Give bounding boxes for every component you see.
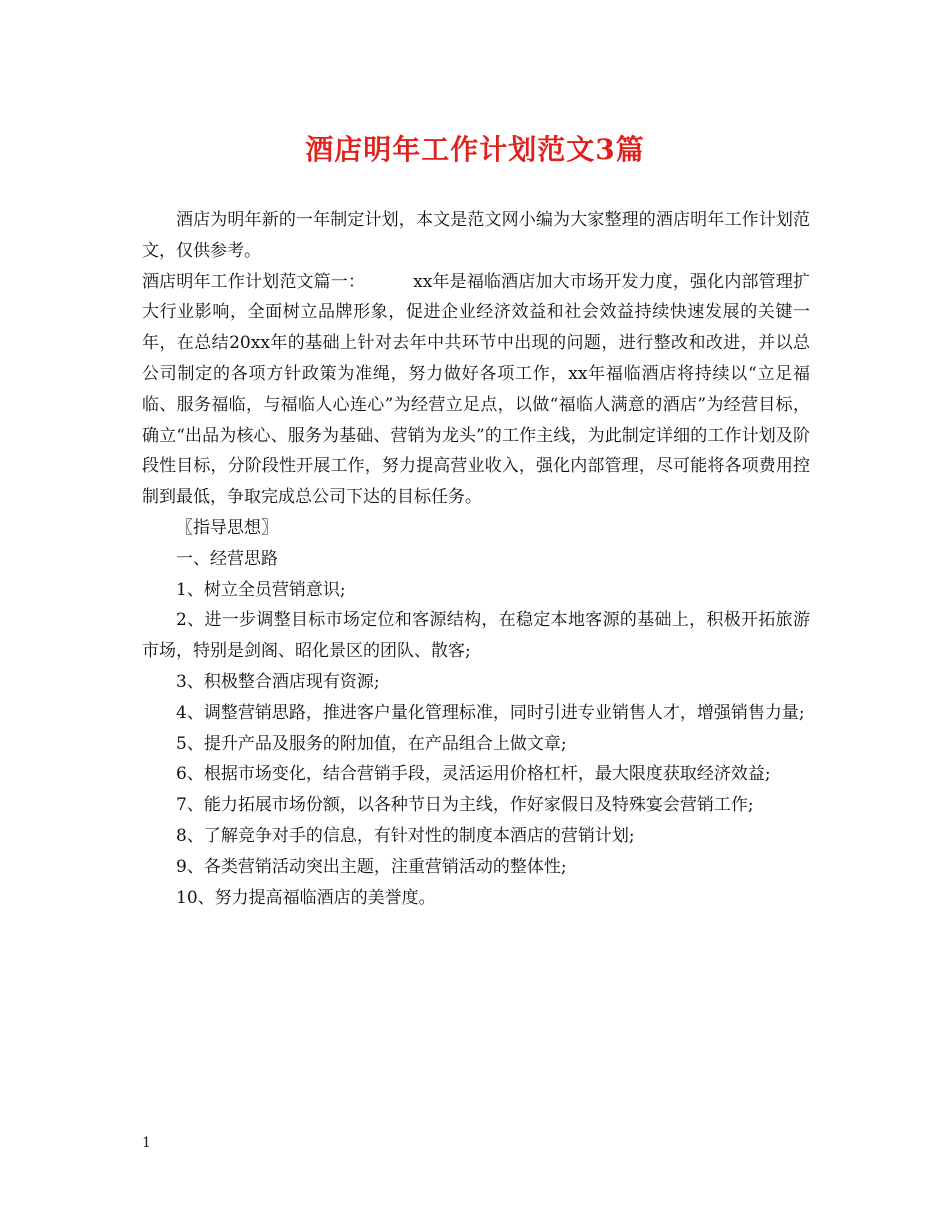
list-item: 10、努力提高福临酒店的美誉度。 [176, 887, 436, 908]
list-item: 7、能力拓展市场份额，以各种节日为主线，作好家假日及特殊宴会营销工作; [176, 795, 754, 816]
page-number: 1 [142, 1135, 151, 1151]
list-item: 8、了解竞争对手的信息，有针对性的制度本酒店的营销计划; [176, 825, 635, 846]
section-label: 酒店明年工作计划范文篇一： [142, 271, 366, 292]
intro-paragraph: 酒店为明年新的一年制定计划，本文是范文网小编为大家整理的酒店明年工作计划范文，仅供参考。 [142, 210, 810, 261]
section-body: xx年是福临酒店加大市场开发力度，强化内部管理扩大行业影响，全面树立品牌形象，促进企业经济效益和社会效益持续快速发展的关键一年，在总结20xx年的基础上针对去年中共环节中出现的问题，进行整改和改进，并以总公司制定的各项方针政策为准绳，努力做好各项工作，xx年福临酒店将持续以“立足福临、服务福临，与福临人心连心”为经营立足点，以做“福临人满意的酒店”为经营目标，确立“出品为核心、服务为基础、营销为龙头”的工作主线，为此制定详细的工作计划及阶段性目标，分阶段性开展工作，努力提高营业收入，强化内部管理，尽可能将各项费用控制到最低，争取完成总公司下达的目标任务。 [142, 271, 810, 508]
document-body [142, 205, 810, 913]
list-item: 3、积极整合酒店现有资源; [176, 671, 380, 692]
list-item: 5、提升产品及服务的附加值，在产品组合上做文章; [176, 733, 567, 754]
list-item: 4、调整营销思路，推进客户量化管理标准，同时引进专业销售人才，增强销售力量; [176, 702, 805, 723]
guiding-heading: 〖指导思想〗 [176, 517, 278, 538]
section-paragraph [142, 267, 810, 513]
list-item: 6、根据市场变化，结合营销手段，灵活运用价格杠杆，最大限度获取经济效益; [176, 764, 771, 785]
subsection-heading: 一、经营思路 [176, 548, 278, 569]
list-item: 1、树立全员营销意识; [176, 579, 346, 600]
list-item: 9、各类营销活动突出主题，注重营销活动的整体性; [176, 856, 567, 877]
list-item: 2、进一步调整目标市场定位和客源结构，在稳定本地客源的基础上，积极开拓旅游市场，特别是剑阁、昭化景区的团队、散客; [142, 610, 810, 662]
document-title: 酒店明年工作计划范文3篇 [305, 133, 645, 166]
